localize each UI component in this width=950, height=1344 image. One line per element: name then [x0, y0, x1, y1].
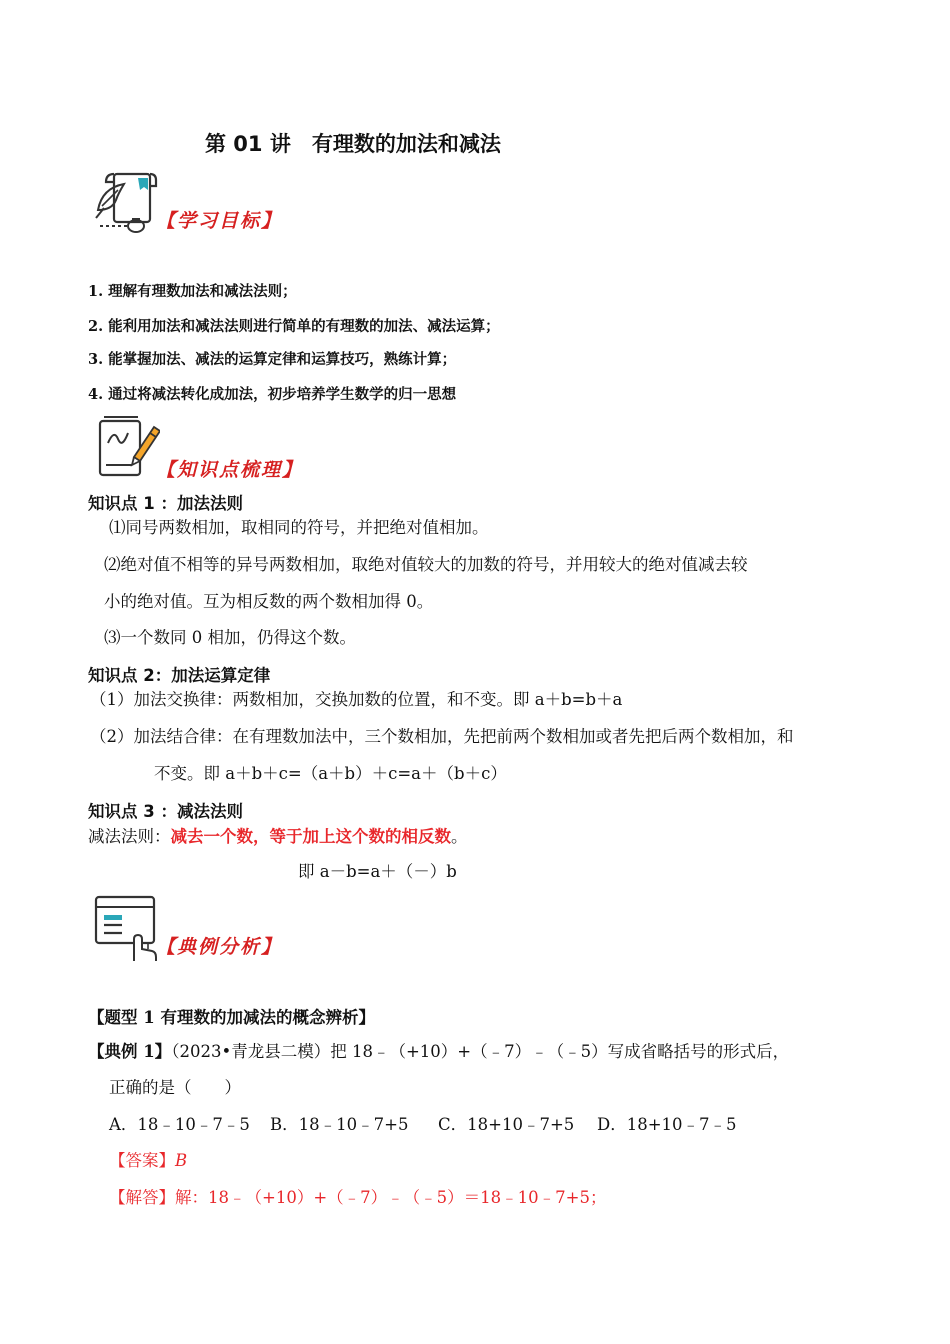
kp3-emphasis: 减去一个数，等于加上这个数的相反数 — [170, 827, 451, 846]
question-type-heading: 【题型 1 有理数的加减法的概念辨析】 — [88, 1008, 375, 1027]
option-c: C．18+10﹣7+5 — [438, 1115, 575, 1134]
option-b: B．18﹣10﹣7+5 — [270, 1115, 409, 1134]
example-label: 【典例 1】 — [88, 1042, 172, 1061]
kp2-law1: （1）加法交换律：两数相加，交换加数的位置，和不变。即 a＋b=b＋a — [90, 690, 623, 709]
example-question-text: （2023•青龙县二模）把 18﹣（+10）+（﹣7）﹣（﹣5）写成省略括号的形式后， — [171, 1042, 790, 1061]
example-question-line2: 正确的是（ ） — [109, 1078, 241, 1097]
kp3-rule — [88, 823, 468, 847]
solution-line: 【解答】解：18﹣（+10）+（﹣7）﹣（﹣5）＝18﹣10﹣7+5； — [109, 1188, 607, 1207]
screen-hand-icon — [94, 893, 160, 963]
kp3-prefix: 减法法则： — [88, 827, 171, 846]
kp3-heading: 知识点 3 ：减法法则 — [88, 802, 243, 821]
kp2-law2b: 不变。即 a＋b＋c=（a＋b）＋c=a＋（b＋c） — [154, 764, 507, 783]
kp1-rule3: ⑶一个数同 0 相加，仍得这个数。 — [104, 628, 356, 647]
page-title: 第 01 讲 有理数的加法和减法 — [205, 132, 501, 156]
scroll-quill-icon — [92, 168, 158, 236]
kp3-suffix: 。 — [451, 827, 468, 846]
example-question-line1 — [88, 1038, 789, 1062]
answer-line — [109, 1147, 187, 1171]
goal-item: 3. 能掌握加法、减法的运算定律和运算技巧，熟练计算； — [88, 351, 457, 368]
kp3-formula: 即 a－b=a＋（－）b — [298, 862, 457, 881]
kp1-heading: 知识点 1 ：加法法则 — [88, 494, 243, 513]
goal-item: 2. 能利用加法和减法法则进行简单的有理数的加法、减法运算； — [88, 318, 500, 335]
examples-section-banner: 【典例分析】 — [156, 936, 283, 958]
goal-item: 4. 通过将减法转化成加法，初步培养学生数学的归一思想 — [88, 386, 457, 403]
notebook-pencil-icon — [94, 413, 160, 481]
answer-value: B — [175, 1151, 188, 1170]
knowledge-section-banner: 【知识点梳理】 — [156, 459, 304, 481]
kp1-rule2a: ⑵绝对值不相等的异号两数相加，取绝对值较大的加数的符号，并用较大的绝对值减去较 — [104, 555, 748, 574]
goal-item: 1. 理解有理数加法和减法法则； — [88, 283, 297, 300]
kp2-heading: 知识点 2：加法运算定律 — [88, 666, 271, 685]
option-d: D．18+10﹣7﹣5 — [597, 1115, 737, 1134]
kp1-rule1: ⑴同号两数相加，取相同的符号，并把绝对值相加。 — [109, 518, 489, 537]
kp1-rule2b: 小的绝对值。互为相反数的两个数相加得 0。 — [104, 592, 434, 611]
goals-section-banner: 【学习目标】 — [156, 210, 283, 232]
kp2-law2a: （2）加法结合律：在有理数加法中，三个数相加，先把前两个数相加或者先把后两个数相加，和 — [90, 727, 794, 746]
answer-label: 【答案】 — [109, 1151, 175, 1170]
option-a: A．18﹣10﹣7﹣5 — [109, 1115, 250, 1134]
